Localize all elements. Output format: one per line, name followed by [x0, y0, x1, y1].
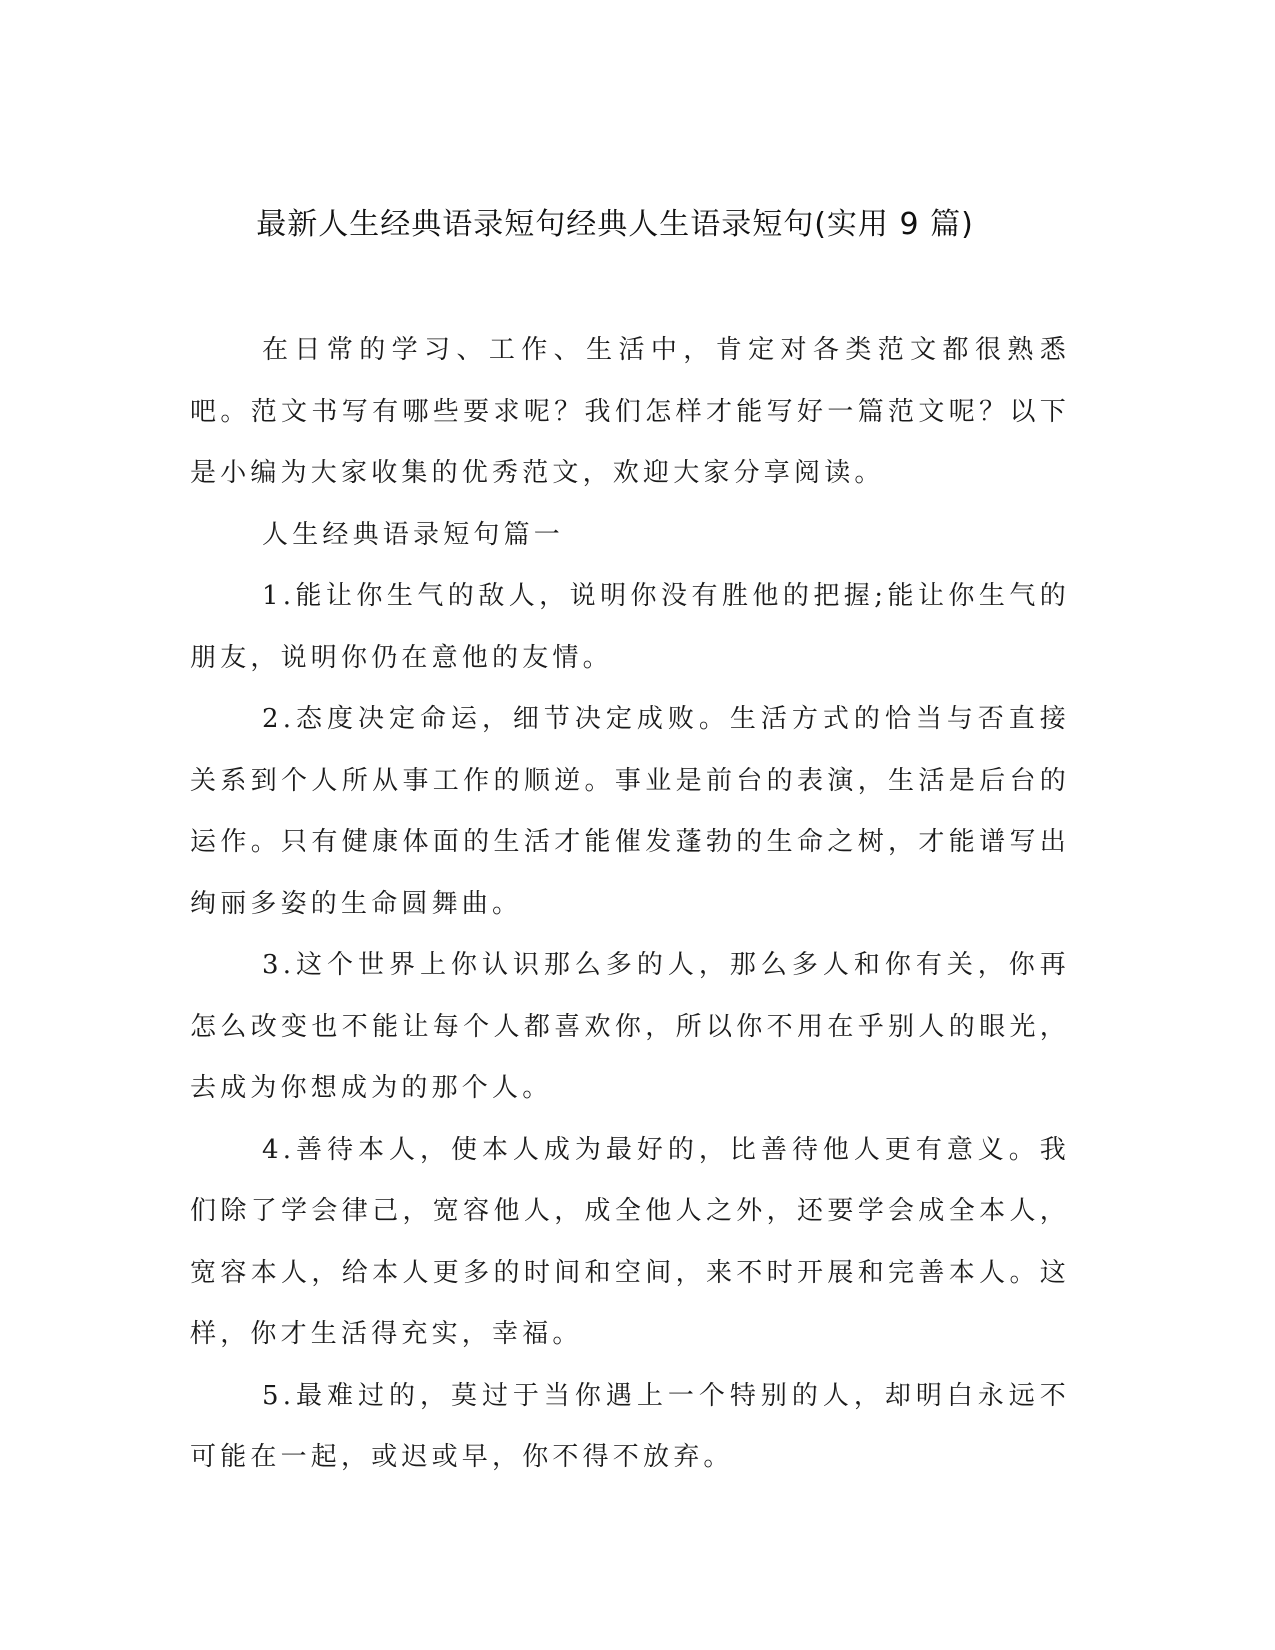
- quote-paragraph-4: 4.善待本人，使本人成为最好的，比善待他人更有意义。我们除了学会律己，宽容他人，成全他人之外，还要学会成全本人，宽容本人，给本人更多的时间和空间，来不时开展和完善本人。这样，你才生活得充实，幸福。: [190, 1134, 1070, 1349]
- quote-paragraph-3: 3.这个世界上你认识那么多的人，那么多人和你有关，你再怎么改变也不能让每个人都喜欢你，所以你不用在乎别人的眼光，去成为你想成为的那个人。: [190, 950, 1070, 1103]
- quote-paragraph-2: 2.态度决定命运，细节决定成败。生活方式的恰当与否直接关系到个人所从事工作的顺逆。事业是前台的表演，生活是后台的运作。只有健康体面的生活才能催发蓬勃的生命之树，才能谱写出绚丽多姿的生命圆舞曲。: [190, 704, 1070, 919]
- quote-paragraph-1: 1.能让你生气的敌人，说明你没有胜他的把握;能让你生气的朋友，说明你仍在意他的友情。: [190, 581, 1070, 673]
- quote-paragraph-5: 5.最难过的，莫过于当你遇上一个特别的人，却明白永远不可能在一起，或迟或早，你不得不放弃。: [190, 1380, 1070, 1472]
- section-heading: 人生经典语录短句篇一: [262, 519, 565, 550]
- document-body: [190, 320, 1070, 1489]
- document-title: 最新人生经典语录短句经典人生语录短句(实用 9 篇): [256, 207, 974, 242]
- intro-paragraph: 在日常的学习、工作、生活中，肯定对各类范文都很熟悉吧。范文书写有哪些要求呢？我们怎样才能写好一篇范文呢？以下是小编为大家收集的优秀范文，欢迎大家分享阅读。: [190, 335, 1070, 488]
